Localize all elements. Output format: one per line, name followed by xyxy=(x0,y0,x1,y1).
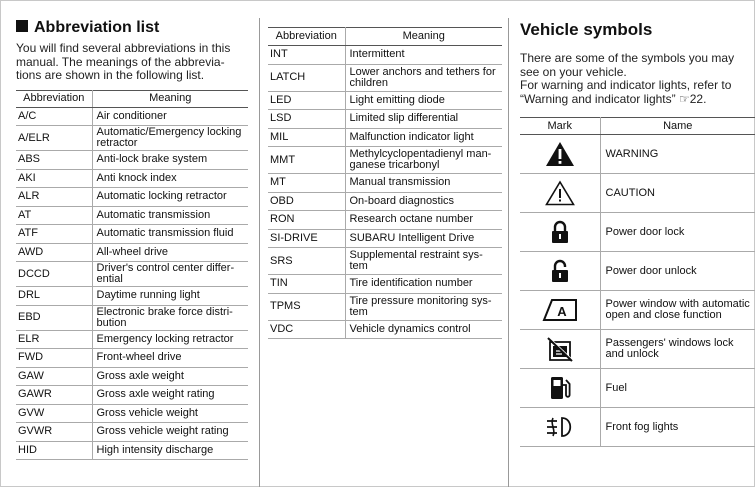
symbol-row: Passengers' windows lock and unlock xyxy=(520,330,755,369)
lock-icon xyxy=(550,220,570,244)
abbreviation-intro: You will find several abbreviations in this manual. The meanings of the abbrevia- tions are shown in the following list. xyxy=(16,41,231,82)
symbol-row: WARNING xyxy=(520,135,755,174)
abbreviation-cell: GVW xyxy=(16,404,92,423)
meaning-cell: SUBARU Intelligent Drive xyxy=(345,229,502,248)
meaning-cell: Anti-lock brake system xyxy=(92,151,248,170)
vehicle-symbols-intro: There are some of the symbols you may see on your vehicle. For warning and indicator lights, refer to “Warning and indicator lights” ☞22. xyxy=(520,51,735,106)
table-row xyxy=(268,110,502,129)
column-header-name: Name xyxy=(600,118,755,135)
symbol-row: A Power window with automatic open and close function xyxy=(520,291,755,330)
column-header-abbreviation: Abbreviation xyxy=(16,90,92,107)
symbol-row: CAUTION xyxy=(520,174,755,213)
meaning-cell: Gross vehicle weight xyxy=(92,404,248,423)
column-header-abbreviation: Abbreviation xyxy=(268,28,345,46)
abbreviation-cell: TIN xyxy=(268,275,345,294)
fuel-icon xyxy=(549,375,571,401)
meaning-cell: Automatic/Emergency locking retractor xyxy=(92,126,248,151)
meaning-cell: Gross axle weight rating xyxy=(92,386,248,405)
meaning-cell: Intermittent xyxy=(345,46,502,65)
abbreviation-cell: SI-DRIVE xyxy=(268,229,345,248)
window-lock-icon xyxy=(546,336,574,362)
meaning-cell: Supplemental restraint sys- tem xyxy=(345,248,502,275)
meaning-cell: Vehicle dynamics control xyxy=(345,320,502,339)
abbreviation-cell: SRS xyxy=(268,248,345,275)
abbreviation-cell: OBD xyxy=(268,192,345,211)
meaning-cell: Emergency locking retractor xyxy=(92,330,248,349)
meaning-cell: Methylcyclopentadienyl man- ganese tricarbonyl xyxy=(345,147,502,174)
symbol-row: Fuel xyxy=(520,369,755,408)
meaning-cell: Electronic brake force distri- bution xyxy=(92,305,248,330)
meaning-cell: Daytime running light xyxy=(92,287,248,306)
abbreviation-cell: AT xyxy=(16,206,92,225)
meaning-cell: Driver's control center differ- ential xyxy=(92,262,248,287)
abbreviation-cell: EBD xyxy=(16,305,92,330)
abbreviation-cell: INT xyxy=(268,46,345,65)
meaning-cell: Lower anchors and tethers for children xyxy=(345,64,502,91)
column-divider xyxy=(508,18,509,487)
table-row xyxy=(268,248,502,275)
meaning-cell: Tire pressure monitoring sys- tem xyxy=(345,293,502,320)
abbreviation-cell: LED xyxy=(268,91,345,110)
meaning-cell: Automatic transmission fluid xyxy=(92,225,248,244)
abbreviation-cell: AKI xyxy=(16,169,92,188)
symbol-row: Power door lock xyxy=(520,213,755,252)
meaning-cell: Malfunction indicator light xyxy=(345,128,502,147)
table-row xyxy=(16,287,248,306)
table-row xyxy=(268,64,502,91)
meaning-cell: Gross axle weight xyxy=(92,367,248,386)
column-header-meaning: Meaning xyxy=(345,28,502,46)
front-fog-icon xyxy=(544,415,576,439)
table-row xyxy=(16,367,248,386)
table-row xyxy=(16,441,248,460)
meaning-cell: Automatic locking retractor xyxy=(92,188,248,207)
abbreviation-section xyxy=(16,18,248,460)
table-row xyxy=(268,275,502,294)
warning-icon xyxy=(545,141,575,167)
abbreviation-cell: DRL xyxy=(16,287,92,306)
table-row xyxy=(268,211,502,230)
abbreviation-cell: GAWR xyxy=(16,386,92,405)
abbreviation-cell: MT xyxy=(268,174,345,193)
table-row xyxy=(268,128,502,147)
table-row xyxy=(268,320,502,339)
table-row xyxy=(16,126,248,151)
column-header-meaning: Meaning xyxy=(92,90,248,107)
meaning-cell: Air conditioner xyxy=(92,107,248,126)
meaning-cell: Gross vehicle weight rating xyxy=(92,423,248,442)
abbreviation-section-continued xyxy=(268,27,502,339)
meaning-cell: Front-wheel drive xyxy=(92,349,248,368)
vehicle-symbols-title: Vehicle symbols xyxy=(520,20,653,39)
abbreviation-cell: ALR xyxy=(16,188,92,207)
table-row xyxy=(16,305,248,330)
abbreviation-cell: ATF xyxy=(16,225,92,244)
table-row xyxy=(268,174,502,193)
abbreviation-cell: ELR xyxy=(16,330,92,349)
table-row xyxy=(16,262,248,287)
abbreviation-title: Abbreviation list xyxy=(16,18,248,38)
abbreviation-cell: DCCD xyxy=(16,262,92,287)
symbol-row: Power door unlock xyxy=(520,252,755,291)
table-row xyxy=(268,229,502,248)
meaning-cell: Limited slip differential xyxy=(345,110,502,129)
abbreviation-table xyxy=(16,90,248,461)
table-row xyxy=(268,147,502,174)
symbol-row: Front fog lights xyxy=(520,408,755,447)
meaning-cell: Manual transmission xyxy=(345,174,502,193)
meaning-cell: Automatic transmission xyxy=(92,206,248,225)
table-row xyxy=(16,423,248,442)
table-row xyxy=(16,330,248,349)
abbreviation-cell: A/C xyxy=(16,107,92,126)
abbreviation-cell: RON xyxy=(268,211,345,230)
meaning-cell: Light emitting diode xyxy=(345,91,502,110)
table-row xyxy=(268,91,502,110)
table-row xyxy=(16,349,248,368)
abbreviation-cell: GVWR xyxy=(16,423,92,442)
meaning-cell: All-wheel drive xyxy=(92,243,248,262)
table-row xyxy=(16,188,248,207)
table-row xyxy=(16,404,248,423)
table-row xyxy=(268,46,502,65)
table-row xyxy=(16,206,248,225)
abbreviation-cell: ABS xyxy=(16,151,92,170)
abbreviation-cell: MMT xyxy=(268,147,345,174)
abbreviation-cell: MIL xyxy=(268,128,345,147)
abbreviation-cell: LSD xyxy=(268,110,345,129)
abbreviation-table xyxy=(268,27,502,339)
table-row xyxy=(268,293,502,320)
abbreviation-cell: FWD xyxy=(16,349,92,368)
meaning-cell: Tire identification number xyxy=(345,275,502,294)
column-divider xyxy=(259,18,260,487)
table-row xyxy=(16,151,248,170)
symbol-table xyxy=(520,117,755,447)
table-row xyxy=(16,107,248,126)
abbreviation-cell: VDC xyxy=(268,320,345,339)
abbreviation-cell: HID xyxy=(16,441,92,460)
vehicle-symbols-section xyxy=(520,20,755,447)
table-row xyxy=(16,386,248,405)
table-row xyxy=(16,243,248,262)
meaning-cell: High intensity discharge xyxy=(92,441,248,460)
auto-window-icon xyxy=(542,298,578,322)
abbreviation-cell: GAW xyxy=(16,367,92,386)
table-row xyxy=(16,225,248,244)
unlock-icon xyxy=(550,259,570,283)
caution-icon xyxy=(545,180,575,206)
column-header-mark: Mark xyxy=(520,118,600,135)
square-bullet-icon xyxy=(16,20,28,32)
table-row xyxy=(16,169,248,188)
meaning-cell: Research octane number xyxy=(345,211,502,230)
abbreviation-cell: AWD xyxy=(16,243,92,262)
abbreviation-cell: TPMS xyxy=(268,293,345,320)
table-row xyxy=(268,192,502,211)
abbreviation-cell: A/ELR xyxy=(16,126,92,151)
svg-text:A: A xyxy=(557,304,567,319)
abbreviation-cell: LATCH xyxy=(268,64,345,91)
meaning-cell: Anti knock index xyxy=(92,169,248,188)
meaning-cell: On-board diagnostics xyxy=(345,192,502,211)
